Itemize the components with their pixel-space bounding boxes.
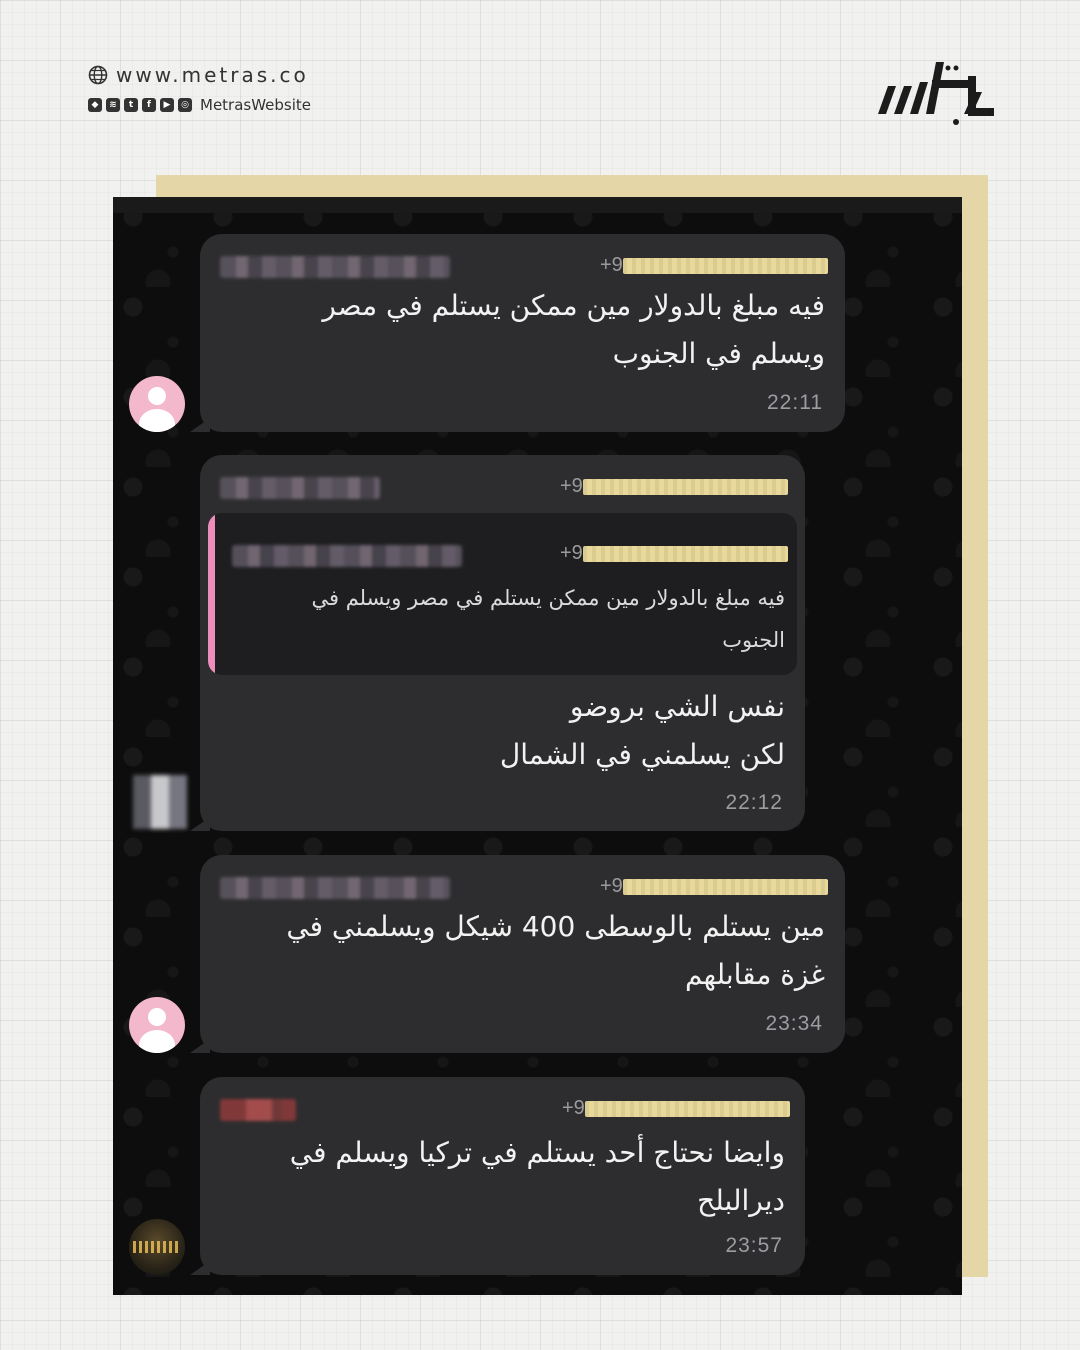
sender-phone: +9 <box>600 254 828 277</box>
quoted-message[interactable] <box>208 513 797 675</box>
message-bubble[interactable] <box>200 455 805 831</box>
message-time: 22:11 <box>767 391 823 414</box>
instagram-icon[interactable]: ◎ <box>178 98 192 112</box>
avatar[interactable] <box>133 775 187 829</box>
message-bubble[interactable] <box>200 855 845 1053</box>
message-text: وايضا نحتاج أحد يستلم في تركيا ويسلم في ديرالبلح <box>289 1136 785 1217</box>
sender-phone: +9 <box>560 475 788 498</box>
twitter-icon[interactable]: t <box>124 98 138 112</box>
sender-phone: +9 <box>562 1097 790 1120</box>
metras-logo <box>872 52 1000 132</box>
message-time: 23:57 <box>725 1234 783 1257</box>
phone-redaction <box>583 546 788 562</box>
quoted-text: فيه مبلغ بالدولار مين ممكن يستلم في مصر ويسلم في الجنوب <box>311 586 785 652</box>
facebook-icon[interactable]: f <box>142 98 156 112</box>
youtube-icon[interactable]: ▶ <box>160 98 174 112</box>
soundcloud-icon[interactable]: ≋ <box>106 98 120 112</box>
phone-redaction <box>585 1101 790 1117</box>
social-links <box>88 96 311 114</box>
sender-phone: +9 <box>600 875 828 898</box>
message-bubble[interactable] <box>200 234 845 432</box>
sender-name-blurred <box>220 477 380 499</box>
message-text: نفس الشي بروضو لكن يسلمني في الشمال <box>499 690 785 771</box>
website-url: www.metras.co <box>116 63 309 87</box>
chat-screenshot <box>113 197 962 1295</box>
quoted-sender-blurred <box>232 545 462 567</box>
phone-redaction <box>623 258 828 274</box>
message-time: 23:34 <box>765 1012 823 1035</box>
website-link[interactable] <box>88 63 309 87</box>
quote-accent-bar <box>208 513 215 675</box>
sender-name-blurred <box>220 877 450 899</box>
sender-name-blurred <box>220 256 450 278</box>
message-text: مين يستلم بالوسطى 400 شيكل ويسلمني في غزة مقابلهم <box>286 910 825 991</box>
quoted-sender-phone: +9 <box>560 542 788 565</box>
avatar[interactable] <box>129 1219 185 1275</box>
chat-top-strip <box>113 197 962 213</box>
phone-redaction <box>623 879 828 895</box>
snapchat-icon[interactable]: ◆ <box>88 98 102 112</box>
message-bubble[interactable] <box>200 1077 805 1275</box>
sender-name-blurred <box>220 1099 296 1121</box>
globe-icon <box>88 65 108 85</box>
avatar[interactable] <box>129 997 185 1053</box>
avatar[interactable] <box>129 376 185 432</box>
social-handle: MetrasWebsite <box>200 96 312 114</box>
message-text: فيه مبلغ بالدولار مين ممكن يستلم في مصر ويسلم في الجنوب <box>322 289 825 370</box>
message-time: 22:12 <box>725 791 783 814</box>
phone-redaction <box>583 479 788 495</box>
